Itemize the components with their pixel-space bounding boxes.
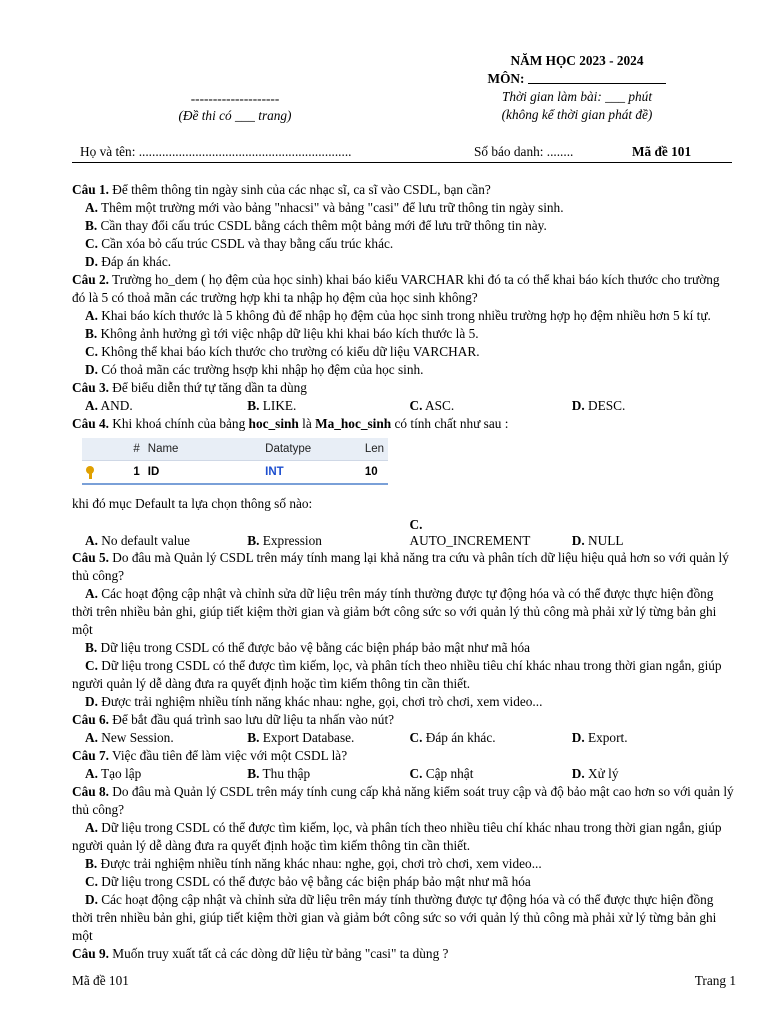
question-4: Câu 4. Khi khoá chính của bảng hoc_sinh là Ma_hoc_sinh có tính chất như sau : xyxy=(72,416,509,431)
option: D. Các hoạt động cập nhật và chỉnh sửa dữ liệu trên máy tính thường được tự động hóa và có thể được thực hiện đồng thời trên nhiều bản ghi, giúp tiết kiệm thời gian và giảm bớt công sức so với quản lý thủ công mà phải xử lý từng bản ghi một xyxy=(72,892,717,943)
question-text: Do đâu mà Quản lý CSDL trên máy tính mang lại khả năng tra cứu và phân tích dữ liệu hiệu quả hơn so với quản lý thủ công? xyxy=(72,550,729,583)
subject-row xyxy=(452,70,702,88)
question-number: Câu 5. xyxy=(72,550,109,565)
option: B. Thu thập xyxy=(247,766,311,781)
option: C. ASC. xyxy=(409,398,455,413)
table-header: Datatype xyxy=(261,438,361,461)
exam-time: Thời gian làm bài: ___ phút xyxy=(501,89,653,104)
question-number: Câu 3. xyxy=(72,380,109,395)
options-row xyxy=(72,513,734,549)
question-7 xyxy=(72,747,734,765)
table-cell: 10 xyxy=(361,461,388,485)
option: C. Cập nhật xyxy=(409,766,474,781)
options-row xyxy=(72,765,734,783)
header-right xyxy=(452,52,702,124)
table-header-row xyxy=(82,438,388,461)
school-year: NĂM HỌC 2023 - 2024 xyxy=(510,53,644,68)
table-row xyxy=(82,461,388,485)
header-left xyxy=(150,90,320,124)
question-text: Để biểu diễn thứ tự tăng dần ta dùng xyxy=(112,380,307,395)
question-3 xyxy=(72,379,734,397)
option: D. Xử lý xyxy=(571,766,619,781)
primary-key-icon xyxy=(86,466,97,475)
option: B. Không ảnh hưởng gì tới việc nhập dữ liệu khi khai báo kích thước là 5. xyxy=(85,326,479,341)
question-number: Câu 7. xyxy=(72,748,109,763)
question-5 xyxy=(72,549,734,585)
table-header: Len xyxy=(361,438,388,461)
option: D. Export. xyxy=(571,730,628,745)
option: A. No default value xyxy=(85,533,190,548)
question-1 xyxy=(72,181,734,199)
options-row xyxy=(72,397,734,415)
option: B. Export Database. xyxy=(247,730,355,745)
question-8 xyxy=(72,783,734,819)
question-text: Trường ho_dem ( họ đệm của học sinh) khai báo kiểu VARCHAR khi đó ta có thể khai báo kích thước cho trường đó là 5 có thoả mãn các trường hợp khi ta nhập họ đệm của học sinh không? xyxy=(72,272,720,305)
options-row xyxy=(72,729,734,747)
question-text: Do đâu mà Quản lý CSDL trên máy tính cung cấp khả năng kiểm soát truy cập và độ bảo mật cao hơn so với quản lý thủ công? xyxy=(72,784,734,817)
student-info-row xyxy=(80,144,732,162)
header-divider xyxy=(72,162,732,163)
pages-note: (Đề thi có ___ trang) xyxy=(178,108,292,123)
option: B. LIKE. xyxy=(247,398,297,413)
question-2 xyxy=(72,271,734,307)
question-number: Câu 9. xyxy=(72,946,109,961)
option: C. Dữ liệu trong CSDL có thể được bảo vệ bằng các biện pháp bảo mật như mã hóa xyxy=(85,874,531,889)
option: C. AUTO_INCREMENT xyxy=(409,517,531,548)
question-text: Để bắt đầu quá trình sao lưu dữ liệu ta nhấn vào nút? xyxy=(112,712,395,727)
column-definition-table xyxy=(82,438,388,485)
option: B. Dữ liệu trong CSDL có thể được bảo vệ bằng các biện pháp bảo mật như mã hóa xyxy=(85,640,531,655)
question-text: Để thêm thông tin ngày sinh của các nhạc sĩ, ca sĩ vào CSDL, bạn cần? xyxy=(112,182,491,197)
option: A. AND. xyxy=(85,398,133,413)
option: D. Có thoả mãn các trường hsợp khi nhập họ đệm của học sinh. xyxy=(85,362,424,377)
option: C. Không thể khai báo kích thước cho trường có kiểu dữ liệu VARCHAR. xyxy=(85,344,480,359)
option: C. Cần xóa bỏ cấu trúc CSDL và thay bằng cấu trúc khác. xyxy=(85,236,394,251)
header-dashes: -------------------- xyxy=(190,91,280,106)
option: C. Dữ liệu trong CSDL có thể được tìm kiếm, lọc, và phân tích theo nhiều tiêu chí khác nhau trong thời gian ngắn, giúp người quản lý dễ dàng đưa ra quyết định hoặc tìm kiếm thông tin cần thiết. xyxy=(72,658,722,691)
question-number: Câu 1. xyxy=(72,182,109,197)
student-name-label: Họ và tên: ................................................................ xyxy=(80,144,352,159)
table-cell: INT xyxy=(261,461,361,485)
option: A. Thêm một trường mới vào bảng "nhacsi" và bảng "casi" để lưu trữ thông tin ngày sinh. xyxy=(85,200,564,215)
option: D. NULL xyxy=(571,533,624,548)
exam-time-note: (không kể thời gian phát đề) xyxy=(501,107,653,122)
question-number: Câu 8. xyxy=(72,784,109,799)
option: A. Tạo lập xyxy=(85,766,142,781)
question-number: Câu 2. xyxy=(72,272,109,287)
question-text: Việc đầu tiên để làm việc với một CSDL là? xyxy=(112,748,348,763)
table-cell: ID xyxy=(144,461,261,485)
option: B. Được trải nghiệm nhiều tính năng khác nhau: nghe, gọi, chơi trò chơi, xem video... xyxy=(85,856,542,871)
question-number: Câu 4. xyxy=(72,416,109,431)
question-number: Câu 6. xyxy=(72,712,109,727)
question-6 xyxy=(72,711,734,729)
footer-exam-code: Mã đề 101 xyxy=(72,973,129,988)
table-header: Name xyxy=(144,438,261,461)
table-cell: 1 xyxy=(114,461,144,485)
question-4-followup: khi đó mục Default ta lựa chọn thông số nào: xyxy=(72,496,313,511)
questions-content xyxy=(72,181,734,963)
option: A. Khai báo kích thước là 5 không đủ để nhập họ đệm của học sinh trong nhiều trường hợp họ đệm nhiều hơn 5 kí tự. xyxy=(85,308,711,323)
option: B. Expression xyxy=(247,533,322,548)
option: B. Cần thay đổi cấu trúc CSDL bằng cách thêm một bảng mới để lưu trữ thông tin này. xyxy=(85,218,547,233)
option: D. DESC. xyxy=(571,398,626,413)
option: A. New Session. xyxy=(85,730,174,745)
question-9 xyxy=(72,945,734,963)
table-header: # xyxy=(114,438,144,461)
option: C. Đáp án khác. xyxy=(409,730,496,745)
subject-label: MÔN: xyxy=(487,71,525,86)
option: A. Dữ liệu trong CSDL có thể được tìm kiếm, lọc, và phân tích theo nhiều tiêu chí khác nhau trong thời gian ngắn, giúp người quản lý dễ dàng đưa ra quyết định hoặc tìm kiếm thông tin cần thiết. xyxy=(72,820,722,853)
question-text: Muốn truy xuất tất cả các dòng dữ liệu từ bảng "casi" ta dùng ? xyxy=(112,946,449,961)
subject-blank xyxy=(528,70,666,84)
option: A. Các hoạt động cập nhật và chỉnh sửa dữ liệu trên máy tính thường được tự động hóa và có thể được thực hiện đồng thời trên nhiều bản ghi, giúp tiết kiệm thời gian và giảm bớt công sức so với quản lý thủ công mà phải xử lý từng bản ghi một xyxy=(72,586,717,637)
exam-code: Mã đề 101 xyxy=(632,144,692,159)
student-id-label: Số báo danh: ........ xyxy=(474,144,574,159)
footer-page-number: Trang 1 xyxy=(694,973,736,988)
option: D. Đáp án khác. xyxy=(85,254,172,269)
option: D. Được trải nghiệm nhiều tính năng khác nhau: nghe, gọi, chơi trò chơi, xem video... xyxy=(85,694,543,709)
